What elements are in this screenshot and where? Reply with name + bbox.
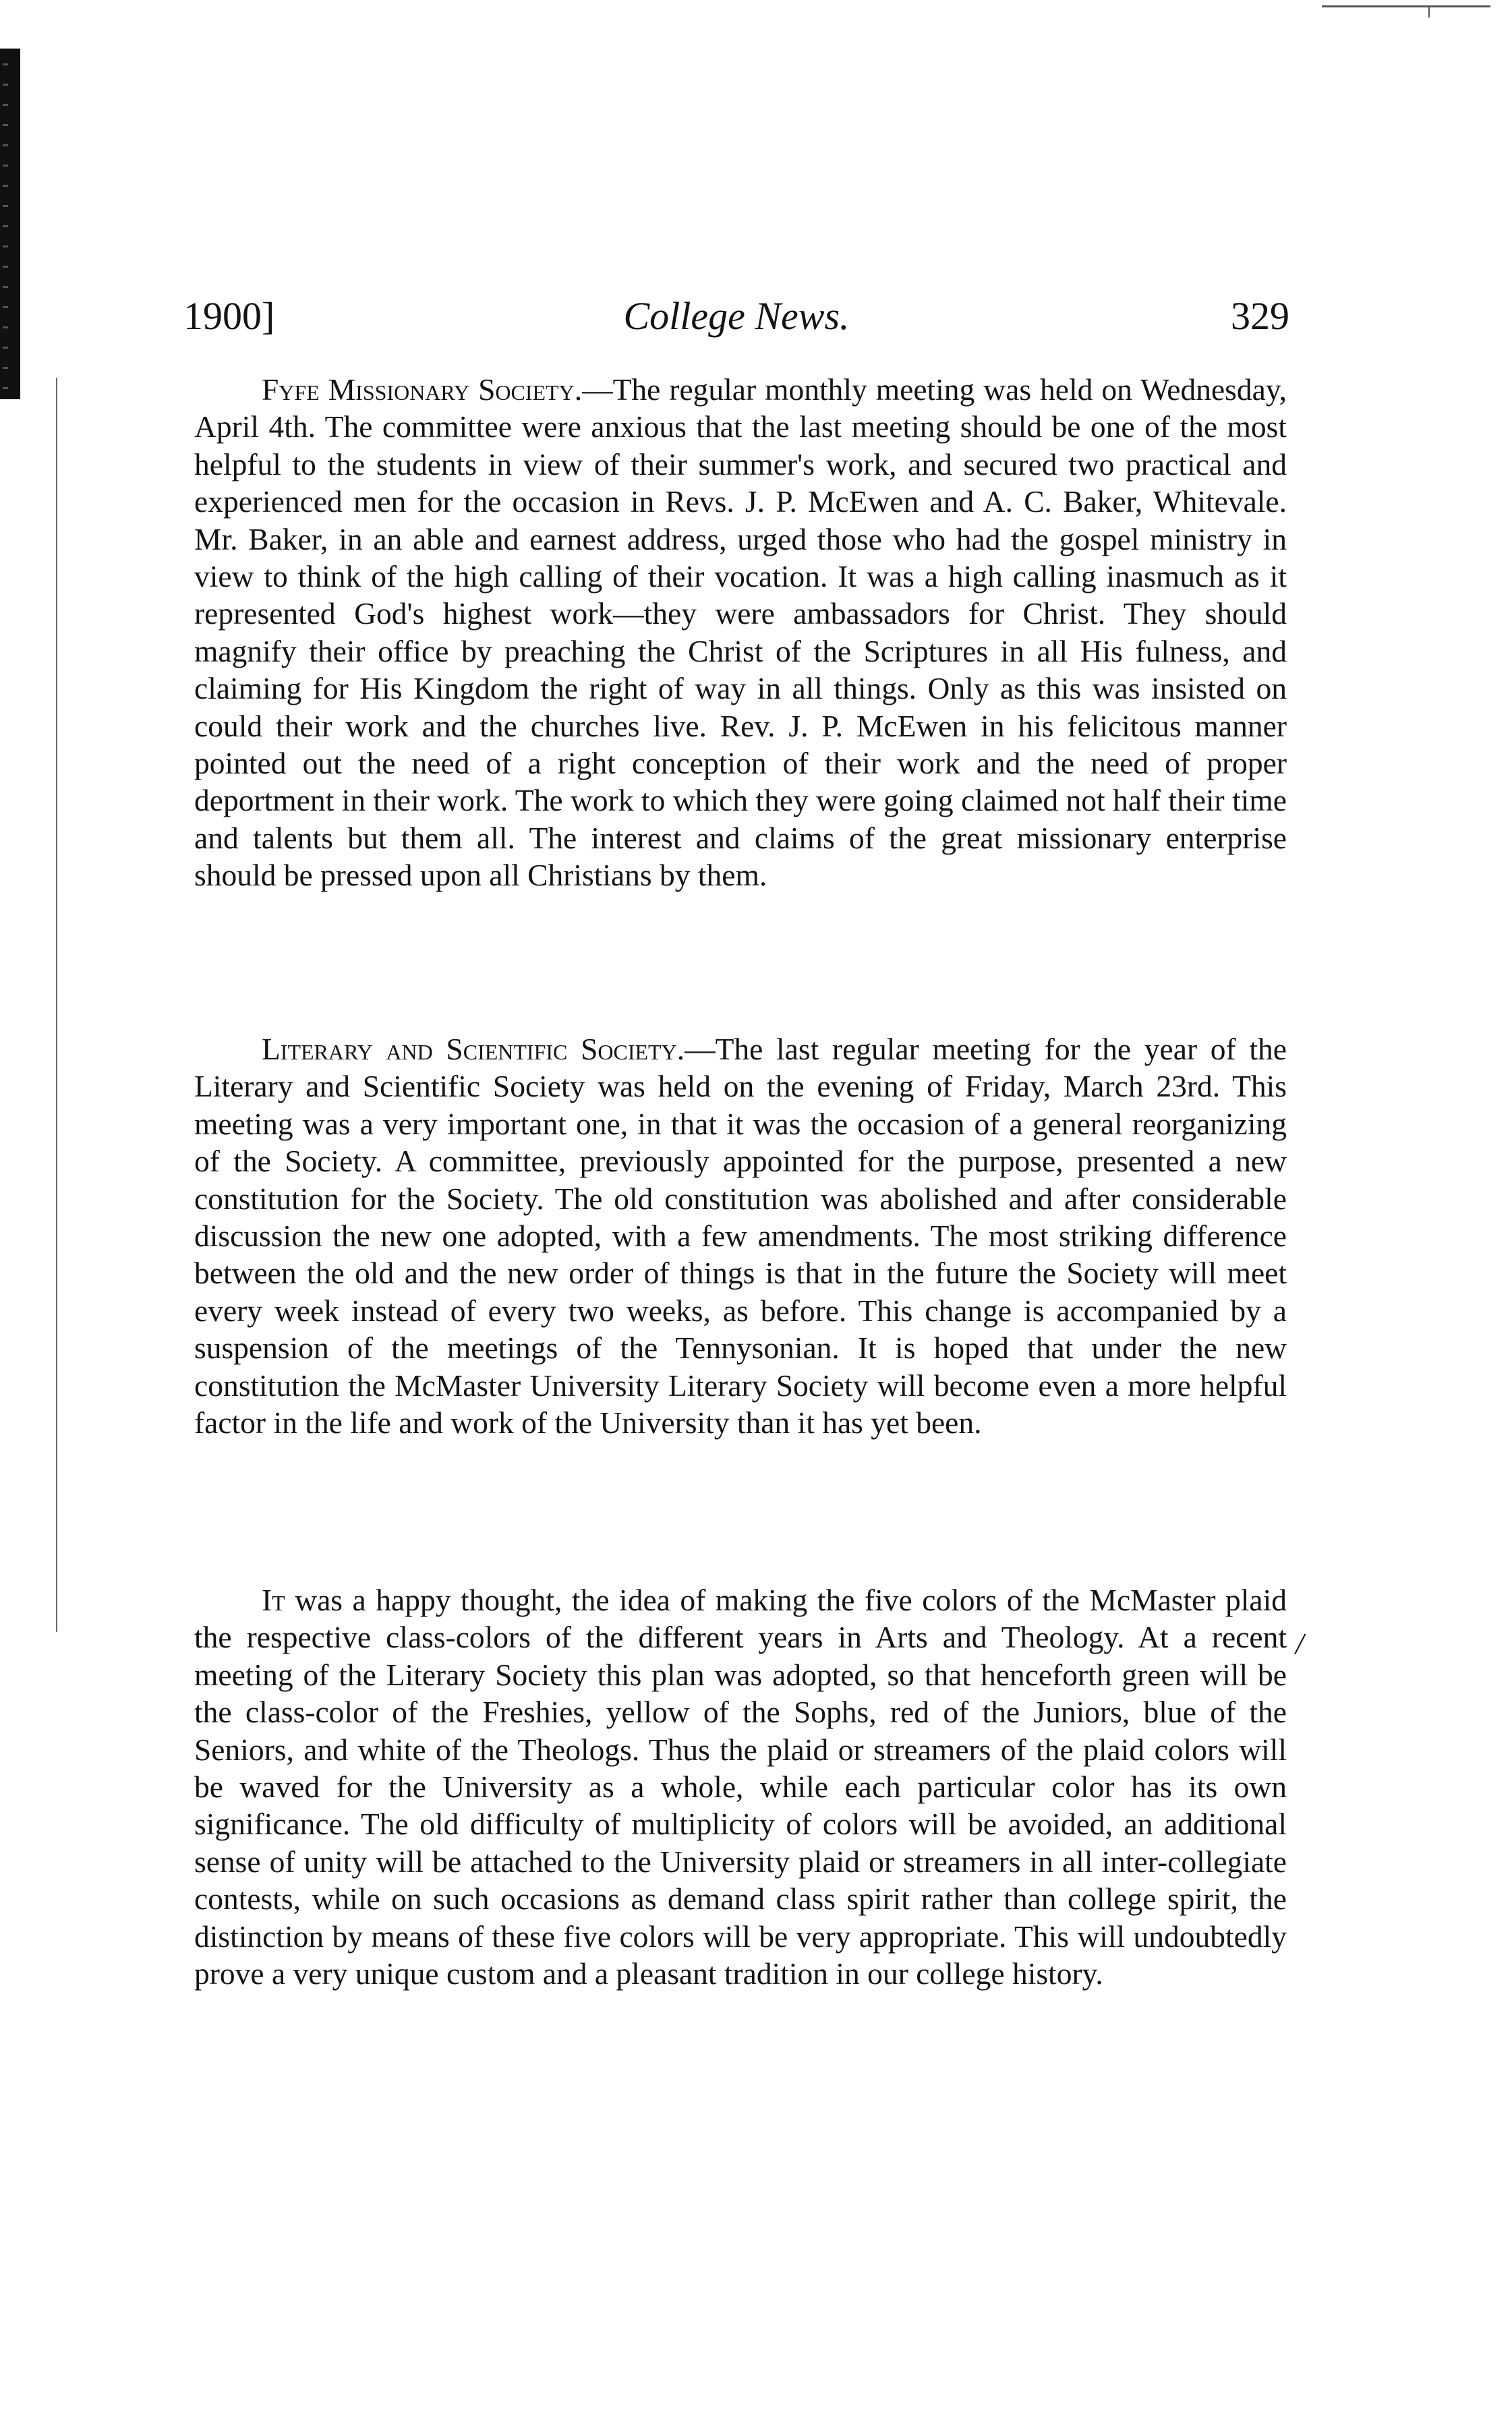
header-year: 1900] bbox=[183, 294, 275, 338]
binding-edge bbox=[0, 49, 20, 399]
paragraph-body: —The last regular meeting for the year of the Literary and Scientific Society was held on the evening of Friday, March 23rd. This meeting was a very important one, in that it was the occasion of a general reorganizing of the Society. A committee, previously appointed for the purpose, presented a new constitution for the Society. The old constitution was abolished and after considerable discussion the new one adopted, with a few amendments. The most striking difference between the old and the new order of things is that in the future the Society will meet every week instead of every two weeks, as before. This change is accompanied by a suspension of the meetings of the Tennysonian. It is hoped that under the new constitution the McMaster University Literary Society will become even a more helpful factor in the life and work of the University than it has yet been. bbox=[194, 1032, 1287, 1440]
margin-rule bbox=[56, 378, 57, 1632]
page-header bbox=[183, 293, 1289, 341]
paragraph-body: was a happy thought, the idea of making the five colors of the McMaster plaid the respective class-colors of the different years in Arts and Theology. At a recent meeting of the Literary Society this plan was adopted, so that henceforth green will be the class-color of the Freshies, yellow of the Sophs, red of the Juniors, blue of the Seniors, and white of the Theologs. Thus the plaid or streamers of the plaid colors will be waved for the University as a whole, while each particular color has its own significance. The old difficulty of multiplicity of colors will be avoided, an additional sense of unity will be attached to the University plaid or streamers in all inter-collegiate contests, while on such occasions as demand class spirit rather than college spirit, the distinction by means of these five colors will be very appropriate. This will undoubtedly prove a very unique custom and a pleasant tradition in our college history. bbox=[194, 1583, 1287, 1991]
corner-rule bbox=[1322, 5, 1490, 7]
paragraph-lead: Fyfe Missionary Society. bbox=[262, 372, 583, 407]
paragraph-class-colors bbox=[194, 1581, 1287, 1992]
page-number: 329 bbox=[1231, 294, 1289, 338]
paragraph-literary-society bbox=[194, 1030, 1287, 1441]
paragraph-lead: It bbox=[262, 1583, 285, 1617]
paragraph-lead: Literary and Scientific Society. bbox=[262, 1032, 685, 1066]
paragraph-body: —The regular monthly meeting was held on Wednesday, April 4th. The committee were anxious that the last meeting should be one of the most helpful to the students in view of their summer's work, and secured two practical and experienced men for the occasion in Revs. J. P. McEwen and A. C. Baker, Whitevale. Mr. Baker, in an able and earnest address, urged those who had the gospel ministry in view to think of the high calling of their vocation. It was a high calling inasmuch as it represented God's highest work—they were ambassadors for Christ. They should magnify their office by preaching the Christ of the Scriptures in all His fulness, and claiming for His Kingdom the right of way in all things. Only as this was insisted on could their work and the churches live. Rev. J. P. McEwen in his felicitous manner pointed out the need of a right conception of their work and the need of proper deportment in their work. The work to which they were going claimed not half their time and talents but them all. The interest and claims of the great missionary enterprise should be pressed upon all Christians by them. bbox=[194, 372, 1287, 893]
corner-tick bbox=[1428, 5, 1430, 18]
running-title: College News. bbox=[623, 294, 850, 338]
paragraph-missionary-society bbox=[194, 371, 1287, 894]
stray-mark: / bbox=[1296, 1627, 1304, 1660]
